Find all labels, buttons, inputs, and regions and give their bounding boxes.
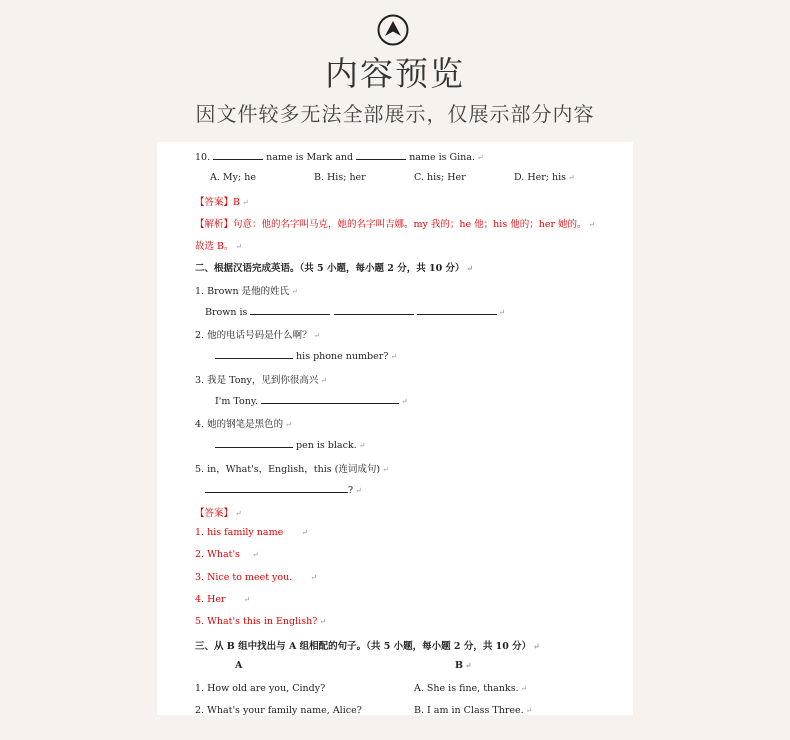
document-preview [157, 142, 633, 715]
answer-value: B [233, 197, 240, 208]
paragraph-mark: ↵ [466, 263, 474, 273]
s2-question-4: 4. 她的钢笔是黑色的 ↵ [195, 419, 292, 430]
match-b-2: B. I am in Class Three. ↵ [414, 705, 533, 715]
paragraph-mark: ↵ [301, 528, 308, 537]
match-a-2: 2. What's your family name, Alice? [195, 705, 362, 715]
preview-header [0, 0, 790, 140]
paragraph-mark: ↵ [533, 641, 540, 651]
paragraph-mark: ↵ [520, 684, 528, 693]
paragraph-mark: ↵ [476, 153, 484, 162]
s2-answer-line-1: Brown is ↵ [205, 307, 506, 318]
paragraph-mark: ↵ [525, 706, 533, 715]
answer-blank [334, 305, 414, 315]
page-subtitle: 因文件较多无法全部展示，仅展示部分内容 [195, 102, 595, 126]
paragraph-mark: ↵ [319, 617, 327, 626]
paragraph-mark: ↵ [242, 198, 249, 207]
answer-item: 5. What's this in English? ↵ [195, 616, 327, 627]
answer-blank [417, 305, 497, 315]
answer-item: 3. Nice to meet you. ↵ [195, 572, 317, 583]
paragraph-mark: ↵ [498, 308, 506, 317]
s2-answer-line-5: ? ↵ [205, 483, 362, 496]
conclusion-text: 故选 B。 [195, 241, 234, 252]
paragraph-mark: ↵ [588, 220, 596, 229]
analysis-line [195, 216, 595, 230]
answer-line [195, 194, 249, 208]
paragraph-mark: ↵ [310, 573, 317, 582]
answer-blank [213, 150, 263, 160]
conclusion-line [195, 238, 242, 252]
answer-blank [356, 150, 406, 160]
question-10 [195, 150, 484, 163]
column-a-header: A [235, 660, 243, 671]
paragraph-mark: ↵ [382, 465, 389, 474]
s2-question-5: 5. in，What's，English，this (连词成句) ↵ [195, 464, 389, 475]
answer-blank [250, 305, 330, 315]
s2-answer-line-2: his phone number? ↵ [215, 349, 397, 362]
s2-question-1: 1. Brown 是他的姓氏 ↵ [195, 286, 298, 297]
s2-question-3: 3. 我是 Tony，见到你很高兴 ↵ [195, 375, 328, 386]
answer-item: 2. What's ↵ [195, 549, 259, 560]
answer-label: 【答案】 [195, 197, 234, 208]
option-a: A. My; he [210, 172, 256, 183]
paragraph-mark: ↵ [235, 509, 242, 518]
option-d: D. Her; his ↵ [514, 172, 575, 183]
paragraph-mark: ↵ [251, 550, 259, 559]
paragraph-mark: ↵ [291, 287, 298, 296]
answer-blank [261, 394, 399, 404]
paragraph-mark: ↵ [355, 486, 362, 495]
answers-2-label: 【答案】 ↵ [195, 508, 242, 519]
section-2-title: 二、根据汉语完成英语。（共 5 小题，每小题 2 分，共 10 分） ↵ [195, 263, 474, 274]
paragraph-mark: ↵ [313, 331, 321, 340]
paragraph-mark: ↵ [358, 441, 366, 450]
option-b: B. His; her [314, 172, 366, 183]
answer-blank [215, 438, 293, 448]
paragraph-mark: ↵ [285, 420, 292, 429]
column-b-header: B ↵ [455, 660, 472, 671]
s2-question-2: 2. 他的电话号码是什么啊？ ↵ [195, 330, 321, 341]
s2-answer-line-3: I'm Tony. ↵ [215, 396, 408, 407]
analysis-text: 句意：他的名字叫马克，她的名字叫吉娜。my 我的；he 他；his 他的；her 她的。 [233, 219, 587, 230]
page-title: 内容预览 [325, 54, 465, 93]
answer-item: 1. his family name ↵ [195, 527, 308, 538]
match-b-1: A. She is fine, thanks. ↵ [414, 683, 528, 694]
paragraph-mark: ↵ [390, 352, 398, 361]
question-number: 10. [195, 152, 211, 163]
s2-answer-line-4: pen is black. ↵ [215, 438, 365, 451]
question-text: name is Mark and [266, 152, 354, 163]
analysis-label: 【解析】 [195, 219, 234, 230]
answer-blank [205, 483, 348, 493]
match-a-1: 1. How old are you, Cindy? [195, 683, 326, 694]
up-arrow-circle-icon [377, 14, 409, 46]
answer-item: 4. Her ↵ [195, 594, 251, 605]
paragraph-mark: ↵ [465, 660, 472, 670]
section-3-title: 三、从 B 组中找出与 A 组相配的句子。（共 5 小题，每小题 2 分，共 10 分） ↵ [195, 641, 540, 652]
paragraph-mark: ↵ [401, 397, 408, 406]
option-c: C. his; Her [414, 172, 466, 183]
answer-blank [215, 349, 293, 359]
paragraph-mark: ↵ [568, 173, 575, 182]
paragraph-mark: ↵ [243, 595, 251, 604]
question-text: name is Gina. [409, 152, 475, 163]
paragraph-mark: ↵ [320, 376, 328, 385]
paragraph-mark: ↵ [235, 242, 243, 251]
